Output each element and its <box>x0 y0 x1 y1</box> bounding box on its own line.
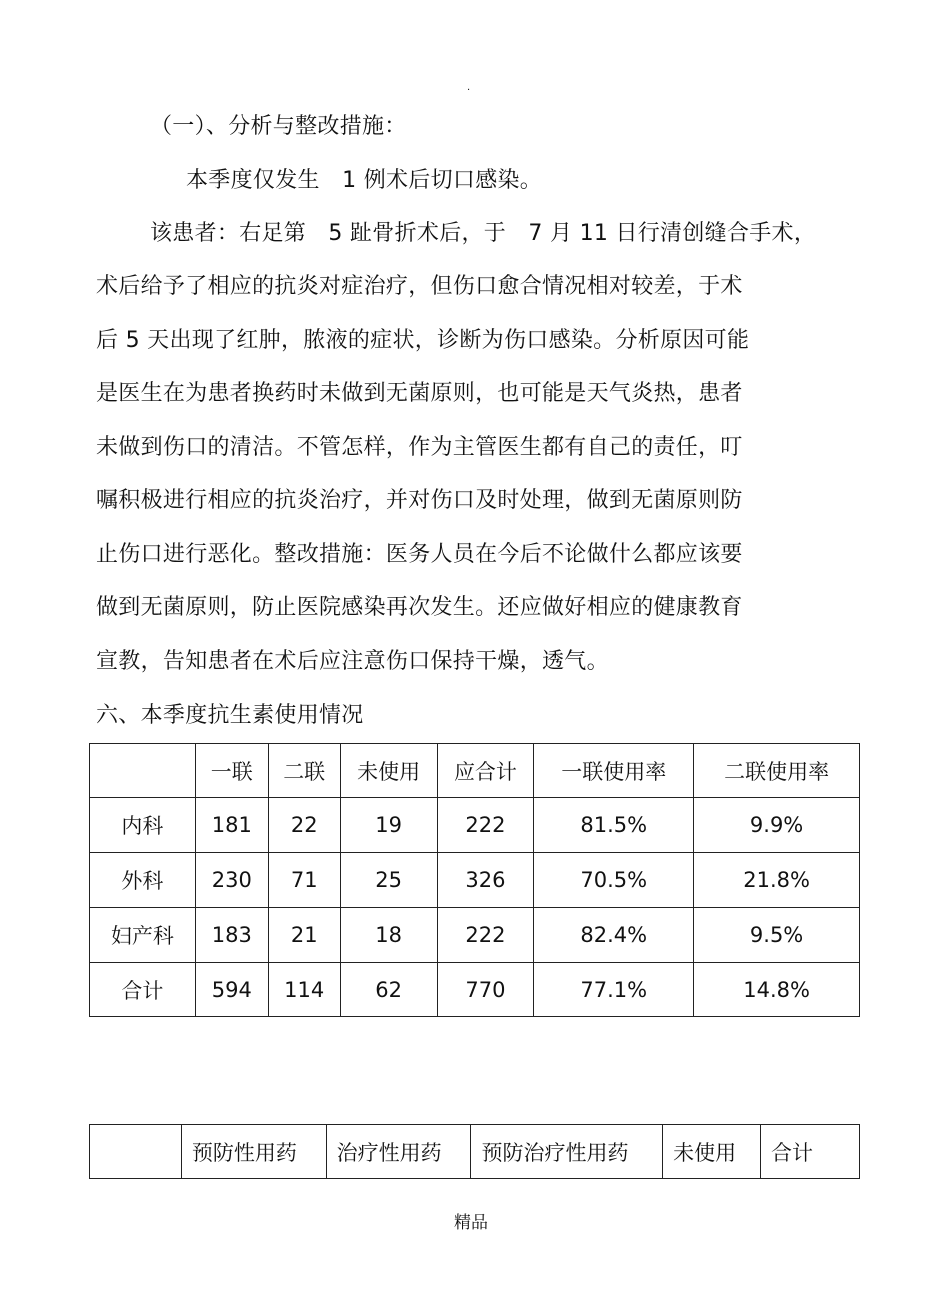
section-heading: （一）、分析与整改措施： <box>150 114 407 139</box>
paragraph-line: 宣教，告知患者在术后应注意伤口保持干燥，透气。 <box>96 649 609 674</box>
table-cell: 594 <box>195 963 268 1017</box>
medication-type-table <box>89 1124 860 1179</box>
page-footer: 精品 <box>454 1213 488 1233</box>
table-cell: 82.4% <box>534 908 694 963</box>
table-cell: 183 <box>195 908 268 963</box>
table-cell: 18 <box>340 908 437 963</box>
paragraph-line: 本季度仅发生 1 例术后切口感染。 <box>186 168 543 193</box>
section-title: 六、本季度抗生素使用情况 <box>96 703 364 728</box>
paragraph-line: 嘱积极进行相应的抗炎治疗，并对伤口及时处理，做到无菌原则防 <box>96 488 743 513</box>
antibiotic-usage-table <box>89 743 860 1017</box>
header-cell: 预防治疗性用药 <box>471 1125 663 1179</box>
table-cell: 222 <box>437 908 534 963</box>
table-cell: 妇产科 <box>90 908 196 963</box>
paragraph-line: 后 5 天出现了红肿，脓液的症状，诊断为伤口感染。分析原因可能 <box>96 328 750 353</box>
table-cell: 230 <box>195 853 268 908</box>
paragraph-line: 是医生在为患者换药时未做到无菌原则，也可能是天气炎热，患者 <box>96 381 743 406</box>
table-cell: 9.9% <box>694 798 860 853</box>
table-row <box>90 853 860 908</box>
header-cell: 未使用 <box>663 1125 761 1179</box>
page-marker: . <box>467 82 471 93</box>
table-cell: 222 <box>437 798 534 853</box>
table-cell: 770 <box>437 963 534 1017</box>
header-cell: 二联使用率 <box>694 744 860 798</box>
header-cell <box>90 1125 182 1179</box>
table-cell: 326 <box>437 853 534 908</box>
table-cell: 181 <box>195 798 268 853</box>
table-cell: 81.5% <box>534 798 694 853</box>
table-header-row <box>90 744 860 798</box>
header-cell: 一联使用率 <box>534 744 694 798</box>
table-cell: 114 <box>268 963 340 1017</box>
header-cell <box>90 744 196 798</box>
table-cell: 21.8% <box>694 853 860 908</box>
header-cell: 合计 <box>761 1125 860 1179</box>
header-cell: 治疗性用药 <box>326 1125 471 1179</box>
table-row <box>90 798 860 853</box>
table-cell: 22 <box>268 798 340 853</box>
header-cell: 未使用 <box>340 744 437 798</box>
paragraph-line: 该患者：右足第 5 趾骨折术后，于 7 月 11 日行清创缝合手术， <box>150 221 817 246</box>
paragraph-line: 做到无菌原则，防止医院感染再次发生。还应做好相应的健康教育 <box>96 595 743 620</box>
table-row <box>90 963 860 1017</box>
table-cell: 内科 <box>90 798 196 853</box>
table-cell: 14.8% <box>694 963 860 1017</box>
table-cell: 77.1% <box>534 963 694 1017</box>
header-cell: 二联 <box>268 744 340 798</box>
paragraph-line: 未做到伤口的清洁。不管怎样，作为主管医生都有自己的责任，叮 <box>96 435 743 460</box>
table-header-row <box>90 1125 860 1179</box>
table-cell: 外科 <box>90 853 196 908</box>
table-cell: 62 <box>340 963 437 1017</box>
table-cell: 9.5% <box>694 908 860 963</box>
paragraph-line: 止伤口进行恶化。整改措施：医务人员在今后不论做什么都应该要 <box>96 542 743 567</box>
table-cell: 19 <box>340 798 437 853</box>
header-cell: 预防性用药 <box>181 1125 326 1179</box>
table-row <box>90 908 860 963</box>
header-cell: 一联 <box>195 744 268 798</box>
table-cell: 70.5% <box>534 853 694 908</box>
table-cell: 合计 <box>90 963 196 1017</box>
paragraph-line: 术后给予了相应的抗炎对症治疗，但伤口愈合情况相对较差，于术 <box>96 274 743 299</box>
table-cell: 71 <box>268 853 340 908</box>
header-cell: 应合计 <box>437 744 534 798</box>
table-cell: 25 <box>340 853 437 908</box>
table-cell: 21 <box>268 908 340 963</box>
